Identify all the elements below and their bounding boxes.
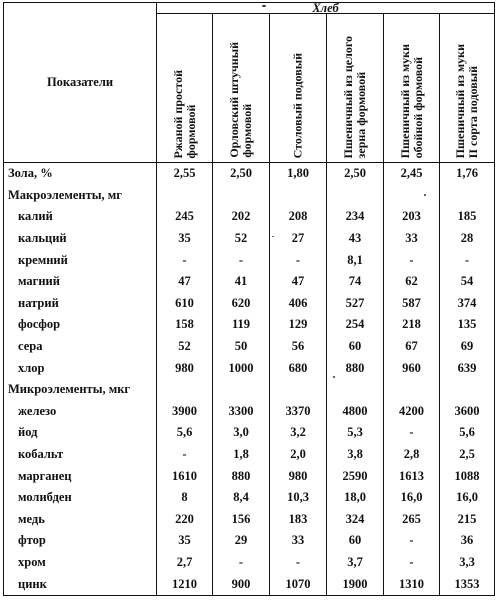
value-cell <box>157 379 213 401</box>
value-cell: 3,2 <box>270 422 327 444</box>
value-cell: 900 <box>213 573 270 595</box>
value-cell: 215 <box>440 509 495 531</box>
row-label: Макроэлементы, мг <box>8 187 122 202</box>
value-cell: 5,6 <box>440 422 495 444</box>
value-cell: - <box>384 530 440 552</box>
value-cell: 5,6 <box>157 422 213 444</box>
row-label: цинк <box>18 576 47 591</box>
value-cell: 2590 <box>327 465 384 487</box>
value-cell: 47 <box>270 271 327 293</box>
value-cell: 2,50 <box>213 163 270 185</box>
value-cell: - <box>270 249 327 271</box>
value-cell <box>270 185 327 207</box>
value-cell: 254 <box>327 314 384 336</box>
value-cell: 156 <box>213 509 270 531</box>
row-label: фосфор <box>18 317 61 332</box>
row-label: магний <box>18 274 60 289</box>
row-label-cell <box>4 401 157 423</box>
value-cell: 1088 <box>440 465 495 487</box>
value-cell: 158 <box>157 314 213 336</box>
row-label-cell <box>4 336 157 358</box>
column-header-4-label: Пшеничный из целого зерна формовой <box>341 35 368 158</box>
value-cell: 3,8 <box>327 444 384 466</box>
row-label-cell <box>4 249 157 271</box>
scan-speck <box>272 236 274 237</box>
table-row <box>4 379 495 401</box>
table-row <box>4 487 495 509</box>
value-cell: 245 <box>157 206 213 228</box>
table-row <box>4 314 495 336</box>
table-row <box>4 465 495 487</box>
table-row <box>4 444 495 466</box>
value-cell: 1310 <box>384 573 440 595</box>
value-cell: 47 <box>157 271 213 293</box>
nutrition-table-page <box>3 2 494 596</box>
value-cell: 3900 <box>157 401 213 423</box>
value-cell: 2,45 <box>384 163 440 185</box>
value-cell: 2,8 <box>384 444 440 466</box>
value-cell: 52 <box>213 228 270 250</box>
value-cell <box>213 379 270 401</box>
column-header-4 <box>327 14 384 163</box>
value-cell: - <box>384 249 440 271</box>
value-cell: 610 <box>157 293 213 315</box>
value-cell: 1000 <box>213 357 270 379</box>
value-cell: - <box>270 552 327 574</box>
value-cell <box>270 379 327 401</box>
row-label-cell <box>4 530 157 552</box>
row-label: сера <box>18 339 43 354</box>
value-cell: 29 <box>213 530 270 552</box>
value-cell: 67 <box>384 336 440 358</box>
value-cell: 69 <box>440 336 495 358</box>
value-cell: - <box>157 444 213 466</box>
value-cell: 2,7 <box>157 552 213 574</box>
column-header-3-label: Столовый подовый <box>290 52 305 158</box>
column-header-2 <box>213 14 270 163</box>
value-cell: 27 <box>270 228 327 250</box>
value-cell <box>384 379 440 401</box>
value-cell: 129 <box>270 314 327 336</box>
value-cell: 35 <box>157 530 213 552</box>
table-row <box>4 293 495 315</box>
table-row <box>4 206 495 228</box>
table-row <box>4 357 495 379</box>
value-cell: 60 <box>327 530 384 552</box>
row-label-cell <box>4 357 157 379</box>
value-cell: 3600 <box>440 401 495 423</box>
value-cell: 3,7 <box>327 552 384 574</box>
table-row <box>4 401 495 423</box>
indicator-header: Показатели <box>4 3 157 163</box>
row-label: молибден <box>18 490 72 505</box>
table-row <box>4 163 495 185</box>
value-cell: 202 <box>213 206 270 228</box>
value-cell: 1900 <box>327 573 384 595</box>
row-label: фтор <box>18 533 46 548</box>
row-label: медь <box>18 511 45 526</box>
column-header-5 <box>384 14 440 163</box>
row-label-cell <box>4 293 157 315</box>
row-label: Зола, % <box>8 166 53 181</box>
value-cell: 8 <box>157 487 213 509</box>
value-cell <box>440 185 495 207</box>
value-cell: 234 <box>327 206 384 228</box>
value-cell: - <box>384 422 440 444</box>
row-label-cell <box>4 487 157 509</box>
value-cell <box>327 379 384 401</box>
group-header-bread: Хлеб <box>157 3 495 14</box>
value-cell: - <box>213 249 270 271</box>
value-cell: 1353 <box>440 573 495 595</box>
value-cell: 880 <box>327 357 384 379</box>
value-cell: 220 <box>157 509 213 531</box>
value-cell: 1070 <box>270 573 327 595</box>
table-body <box>4 163 495 596</box>
row-label: кремний <box>18 252 68 267</box>
value-cell: 135 <box>440 314 495 336</box>
value-cell: 3,0 <box>213 422 270 444</box>
row-label-cell <box>4 271 157 293</box>
value-cell: 1,76 <box>440 163 495 185</box>
scan-speck <box>333 376 335 378</box>
value-cell: 35 <box>157 228 213 250</box>
value-cell: 208 <box>270 206 327 228</box>
row-label-cell <box>4 314 157 336</box>
value-cell: 119 <box>213 314 270 336</box>
value-cell: 960 <box>384 357 440 379</box>
table-row <box>4 509 495 531</box>
value-cell: 265 <box>384 509 440 531</box>
row-label-cell <box>4 185 157 207</box>
value-cell: 10,3 <box>270 487 327 509</box>
row-label: железо <box>18 403 57 418</box>
row-label-cell <box>4 163 157 185</box>
column-header-6-label: Пшеничный из муки II сорта подовый <box>453 43 480 158</box>
row-label: кобальт <box>18 447 64 462</box>
row-label: калий <box>18 209 53 224</box>
value-cell: 680 <box>270 357 327 379</box>
row-label: йод <box>18 425 38 440</box>
table-row <box>4 228 495 250</box>
value-cell <box>440 379 495 401</box>
row-label-cell <box>4 379 157 401</box>
column-header-3 <box>270 14 327 163</box>
row-label: кальций <box>18 231 67 246</box>
row-label-cell <box>4 228 157 250</box>
value-cell: 620 <box>213 293 270 315</box>
value-cell: 527 <box>327 293 384 315</box>
table-row <box>4 573 495 595</box>
value-cell: - <box>157 249 213 271</box>
value-cell: 2,0 <box>270 444 327 466</box>
value-cell: 980 <box>157 357 213 379</box>
table-row <box>4 271 495 293</box>
column-header-5-label: Пшеничный из муки обойной формовой <box>397 43 425 158</box>
table-row <box>4 552 495 574</box>
row-label-cell <box>4 206 157 228</box>
value-cell: - <box>440 249 495 271</box>
value-cell: - <box>384 552 440 574</box>
row-label-cell <box>4 422 157 444</box>
value-cell: 185 <box>440 206 495 228</box>
value-cell: 587 <box>384 293 440 315</box>
row-label-cell <box>4 509 157 531</box>
value-cell: - <box>213 552 270 574</box>
value-cell: 203 <box>384 206 440 228</box>
value-cell: 183 <box>270 509 327 531</box>
value-cell <box>213 185 270 207</box>
value-cell: 2,5 <box>440 444 495 466</box>
row-label-cell <box>4 573 157 595</box>
value-cell: 16,0 <box>384 487 440 509</box>
value-cell: 3,3 <box>440 552 495 574</box>
value-cell: 41 <box>213 271 270 293</box>
value-cell: 1613 <box>384 465 440 487</box>
value-cell: 8,1 <box>327 249 384 271</box>
table-row <box>4 422 495 444</box>
value-cell: 18,0 <box>327 487 384 509</box>
value-cell <box>157 185 213 207</box>
value-cell: 880 <box>213 465 270 487</box>
row-label: натрий <box>18 295 59 310</box>
value-cell: 2,50 <box>327 163 384 185</box>
value-cell: 4200 <box>384 401 440 423</box>
row-label-cell <box>4 465 157 487</box>
scan-speck <box>262 5 266 7</box>
value-cell: 33 <box>384 228 440 250</box>
value-cell: 36 <box>440 530 495 552</box>
value-cell: 56 <box>270 336 327 358</box>
table-row <box>4 336 495 358</box>
value-cell: 324 <box>327 509 384 531</box>
value-cell <box>327 185 384 207</box>
column-header-1-label: Ржаной простой формовой <box>170 69 198 158</box>
value-cell: 54 <box>440 271 495 293</box>
value-cell: 639 <box>440 357 495 379</box>
value-cell: 3300 <box>213 401 270 423</box>
column-header-2-label: Орловский штучный формовой <box>227 42 254 158</box>
value-cell: 218 <box>384 314 440 336</box>
value-cell: 16,0 <box>440 487 495 509</box>
row-label-cell <box>4 444 157 466</box>
value-cell: 1610 <box>157 465 213 487</box>
row-label: хром <box>18 554 46 569</box>
value-cell: 60 <box>327 336 384 358</box>
value-cell: 28 <box>440 228 495 250</box>
value-cell: 1210 <box>157 573 213 595</box>
value-cell: 74 <box>327 271 384 293</box>
value-cell: 980 <box>270 465 327 487</box>
row-label: марганец <box>18 468 72 483</box>
row-label: хлор <box>18 360 45 375</box>
table-row <box>4 249 495 271</box>
value-cell: 52 <box>157 336 213 358</box>
value-cell: 43 <box>327 228 384 250</box>
value-cell: 33 <box>270 530 327 552</box>
value-cell: 374 <box>440 293 495 315</box>
row-label-cell <box>4 552 157 574</box>
value-cell: 4800 <box>327 401 384 423</box>
value-cell <box>384 185 440 207</box>
table-row <box>4 530 495 552</box>
scan-speck <box>424 194 426 196</box>
value-cell: 2,55 <box>157 163 213 185</box>
value-cell: 1,80 <box>270 163 327 185</box>
column-header-1 <box>157 14 213 163</box>
bread-minerals-table <box>3 2 495 596</box>
value-cell: 8,4 <box>213 487 270 509</box>
value-cell: 5,3 <box>327 422 384 444</box>
value-cell: 62 <box>384 271 440 293</box>
value-cell: 1,8 <box>213 444 270 466</box>
column-header-6 <box>440 14 495 163</box>
value-cell: 3370 <box>270 401 327 423</box>
table-row <box>4 185 495 207</box>
value-cell: 50 <box>213 336 270 358</box>
row-label: Микроэлементы, мкг <box>8 382 131 397</box>
value-cell: 406 <box>270 293 327 315</box>
